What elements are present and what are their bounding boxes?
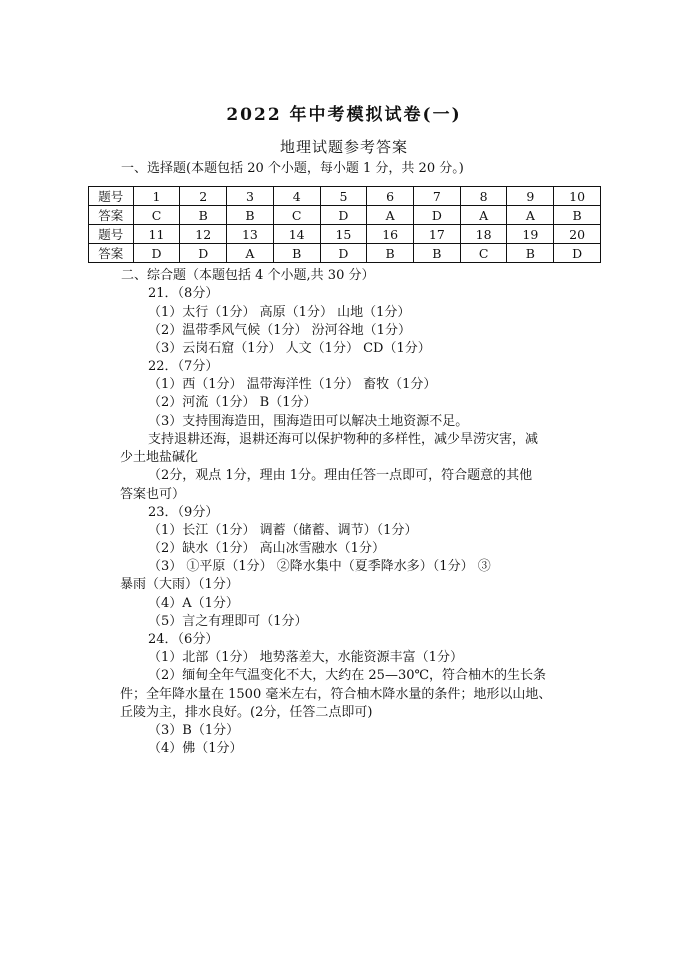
page-subtitle: 地理试题参考答案 xyxy=(279,138,408,156)
table-cell: 5 xyxy=(320,187,367,206)
answer-line: （2）缅甸全年气温变化不大，大约在 25—30℃，符合柚木的生长条 xyxy=(148,668,547,683)
table-cell: 3 xyxy=(227,187,274,206)
table-cell: B xyxy=(227,206,274,225)
table-cell: 17 xyxy=(414,225,461,244)
table-row xyxy=(89,244,601,263)
answer-line: （2）缺水（1分） 高山冰雪融水（1分） xyxy=(148,541,385,556)
answer-line: （1）北部（1分） 地势落差大，水能资源丰富（1分） xyxy=(148,650,463,665)
answer-line: （2）河流（1分） B（1分） xyxy=(148,395,317,410)
table-cell: A xyxy=(507,206,554,225)
table-cell: C xyxy=(133,206,180,225)
answer-line: （3）支持围海造田，围海造田可以解决土地资源不足。 xyxy=(148,414,469,429)
answer-line: 答案也可） xyxy=(120,487,186,502)
question-number: 24．（6分） xyxy=(148,632,219,647)
answer-line: （3） ①平原（1分） ②降水集中（夏季降水多）（1分） ③ xyxy=(148,559,491,574)
answer-table xyxy=(88,186,601,263)
answer-line: （1）太行（1分） 高原（1分） 山地（1分） xyxy=(148,305,411,320)
answer-line: （3）B（1分） xyxy=(148,723,240,738)
table-cell: 19 xyxy=(507,225,554,244)
table-cell: A xyxy=(227,244,274,263)
answer-line: （5）言之有理即可（1分） xyxy=(148,614,308,629)
table-cell: C xyxy=(460,244,507,263)
table-row xyxy=(89,187,601,206)
table-cell: B xyxy=(414,244,461,263)
table-cell: 4 xyxy=(273,187,320,206)
table-cell: D xyxy=(180,244,227,263)
table-cell: 20 xyxy=(554,225,601,244)
table-cell: D xyxy=(320,206,367,225)
row-label: 题号 xyxy=(89,225,134,244)
table-cell: D xyxy=(320,244,367,263)
table-cell: 13 xyxy=(227,225,274,244)
section2-heading: 二、综合题（本题包括 4 个小题,共 30 分） xyxy=(121,268,375,283)
question-number: 23．（9分） xyxy=(148,505,219,520)
answer-line: （2分，观点 1分，理由 1分。理由任答一点即可，符合题意的其他 xyxy=(148,468,533,483)
answer-line: 件；全年降水量在 1500 毫米左右，符合柚木降水量的条件；地形以山地、 xyxy=(120,687,552,702)
table-cell: 7 xyxy=(414,187,461,206)
table-cell: 10 xyxy=(554,187,601,206)
table-cell: 16 xyxy=(367,225,414,244)
row-label: 答案 xyxy=(89,206,134,225)
table-cell: 12 xyxy=(180,225,227,244)
table-cell: 2 xyxy=(180,187,227,206)
table-cell: A xyxy=(460,206,507,225)
table-cell: 8 xyxy=(460,187,507,206)
answer-line: （1）长江（1分） 调蓄（储蓄、调节）（1分） xyxy=(148,523,418,538)
answer-line: （3）云岗石窟（1分） 人文（1分） CD（1分） xyxy=(148,341,431,356)
table-cell: B xyxy=(507,244,554,263)
table-cell: B xyxy=(180,206,227,225)
answer-line: （2）温带季风气候（1分） 汾河谷地（1分） xyxy=(148,323,411,338)
answer-line: （4）佛（1分） xyxy=(148,741,243,756)
table-row xyxy=(89,206,601,225)
answer-line: 支持退耕还海，退耕还海可以保护物种的多样性，减少旱涝灾害，减 xyxy=(148,432,539,447)
page-title: 2022 年中考模拟试卷(一) xyxy=(226,105,462,125)
table-cell: B xyxy=(554,206,601,225)
answer-line: （1）西（1分） 温带海洋性（1分） 畜牧（1分） xyxy=(148,377,437,392)
table-cell: D xyxy=(133,244,180,263)
section1-heading: 一、选择题(本题包括 20 个小题，每小题 1 分，共 20 分。) xyxy=(121,161,464,176)
answer-line: 暴雨（大雨）（1分） xyxy=(120,577,239,592)
row-label: 题号 xyxy=(89,187,134,206)
answer-line: 少土地盐碱化 xyxy=(120,450,199,465)
table-cell: 1 xyxy=(133,187,180,206)
table-cell: B xyxy=(273,244,320,263)
answer-line: 丘陵为主，排水良好。(2分，任答二点即可) xyxy=(120,705,373,720)
table-row xyxy=(89,225,601,244)
table-cell: 15 xyxy=(320,225,367,244)
table-cell: 18 xyxy=(460,225,507,244)
table-cell: 9 xyxy=(507,187,554,206)
table-cell: B xyxy=(367,244,414,263)
table-cell: D xyxy=(414,206,461,225)
answer-line: （4）A（1分） xyxy=(148,596,239,611)
question-number: 22．（7分） xyxy=(148,359,219,374)
table-cell: C xyxy=(273,206,320,225)
table-cell: A xyxy=(367,206,414,225)
row-label: 答案 xyxy=(89,244,134,263)
table-cell: D xyxy=(554,244,601,263)
question-number: 21．（8分） xyxy=(148,286,219,301)
table-cell: 14 xyxy=(273,225,320,244)
table-cell: 11 xyxy=(133,225,180,244)
table-cell: 6 xyxy=(367,187,414,206)
